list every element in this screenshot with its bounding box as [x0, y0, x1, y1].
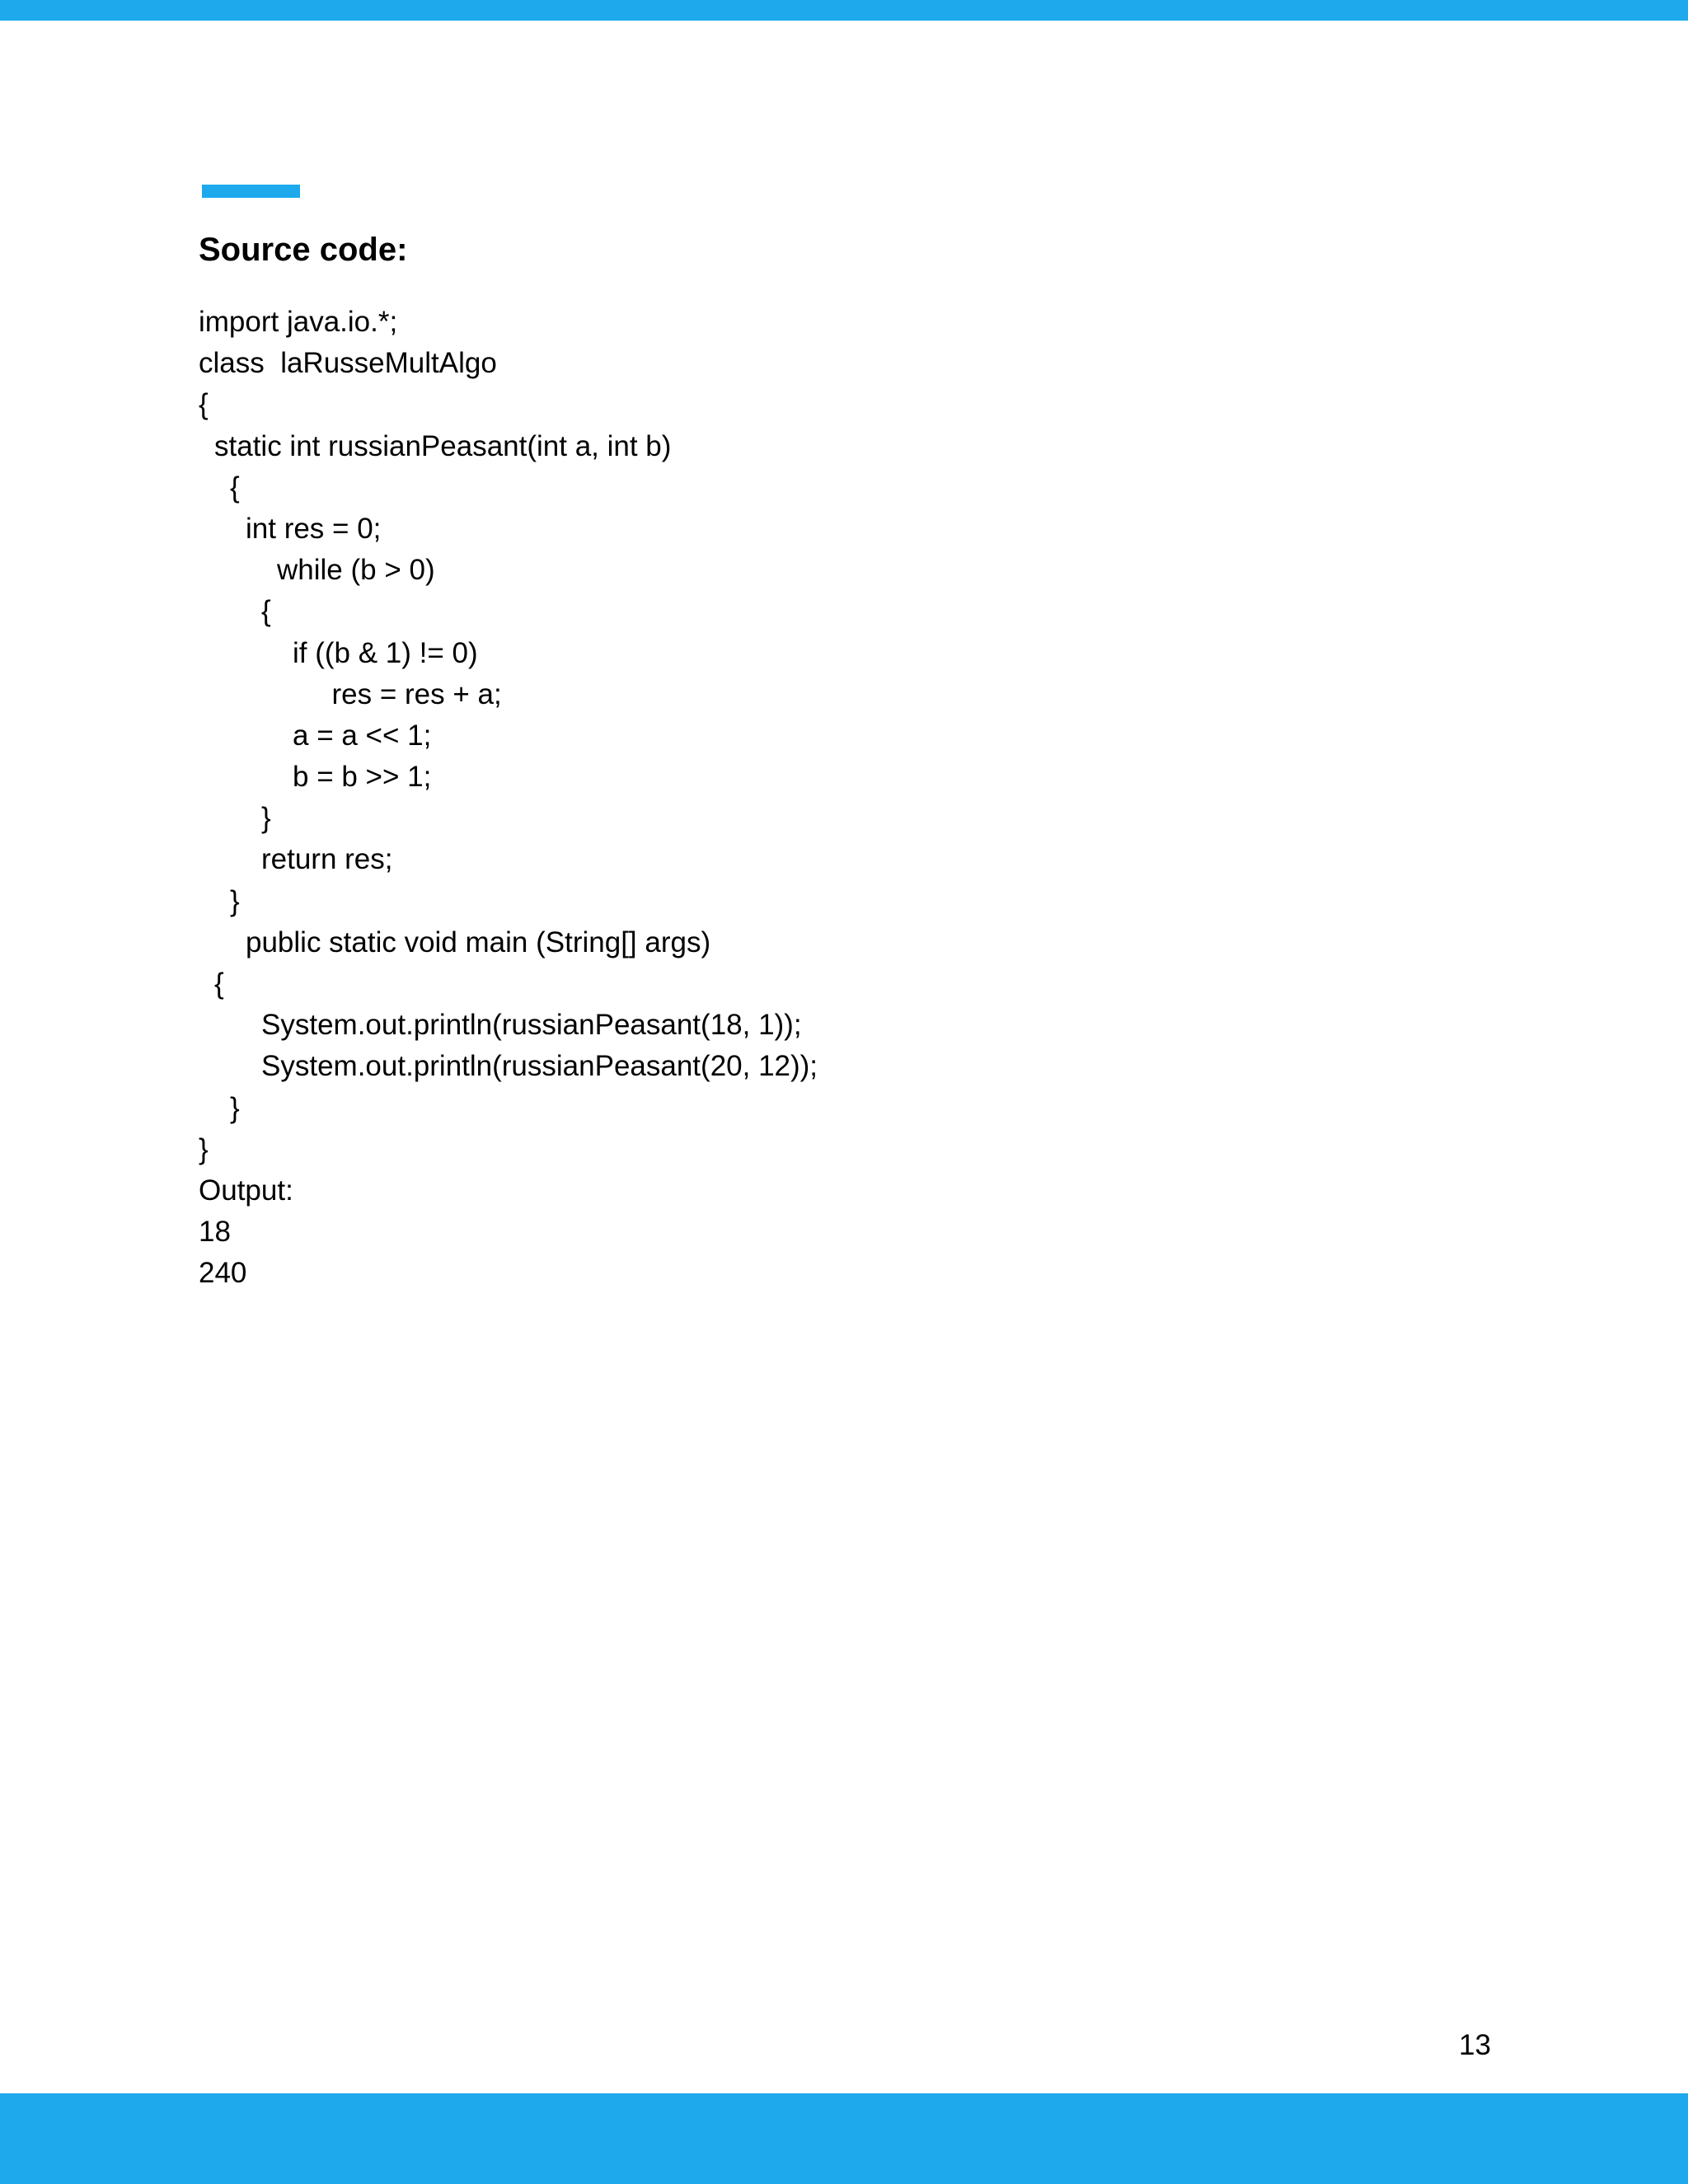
code-line: res = res + a; — [331, 677, 502, 710]
bottom-accent-bar — [0, 2093, 1688, 2184]
code-line: class laRusseMultAlgo — [199, 347, 497, 380]
code-line: } — [261, 802, 271, 835]
code-line: return res; — [261, 843, 393, 876]
code-line: import java.io.*; — [199, 306, 398, 338]
section-heading: Source code: — [199, 232, 408, 268]
code-line: { — [230, 471, 240, 504]
code-line: } — [230, 1091, 240, 1124]
code-line: } — [199, 1132, 209, 1165]
code-line: a = a << 1; — [293, 719, 432, 752]
source-code-block — [199, 302, 818, 1295]
top-accent-bar — [0, 0, 1688, 21]
page-number: 13 — [1459, 2029, 1491, 2061]
code-line: { — [214, 968, 224, 1000]
code-line: Output: — [199, 1174, 293, 1207]
code-line: while (b > 0) — [277, 554, 435, 587]
code-line: 240 — [199, 1257, 247, 1290]
section-accent-line — [202, 185, 300, 198]
code-line: 18 — [199, 1216, 231, 1249]
code-line: { — [261, 595, 271, 628]
code-line: } — [230, 884, 240, 917]
code-line: if ((b & 1) != 0) — [293, 636, 478, 669]
code-line: int res = 0; — [246, 512, 382, 545]
code-line: public static void main (String[] args) — [246, 926, 711, 958]
code-line: System.out.println(russianPeasant(18, 1)); — [261, 1009, 802, 1042]
code-line: { — [199, 388, 209, 421]
code-line: System.out.println(russianPeasant(20, 12)); — [261, 1050, 818, 1083]
code-line: b = b >> 1; — [293, 761, 432, 794]
code-line: static int russianPeasant(int a, int b) — [214, 429, 672, 462]
